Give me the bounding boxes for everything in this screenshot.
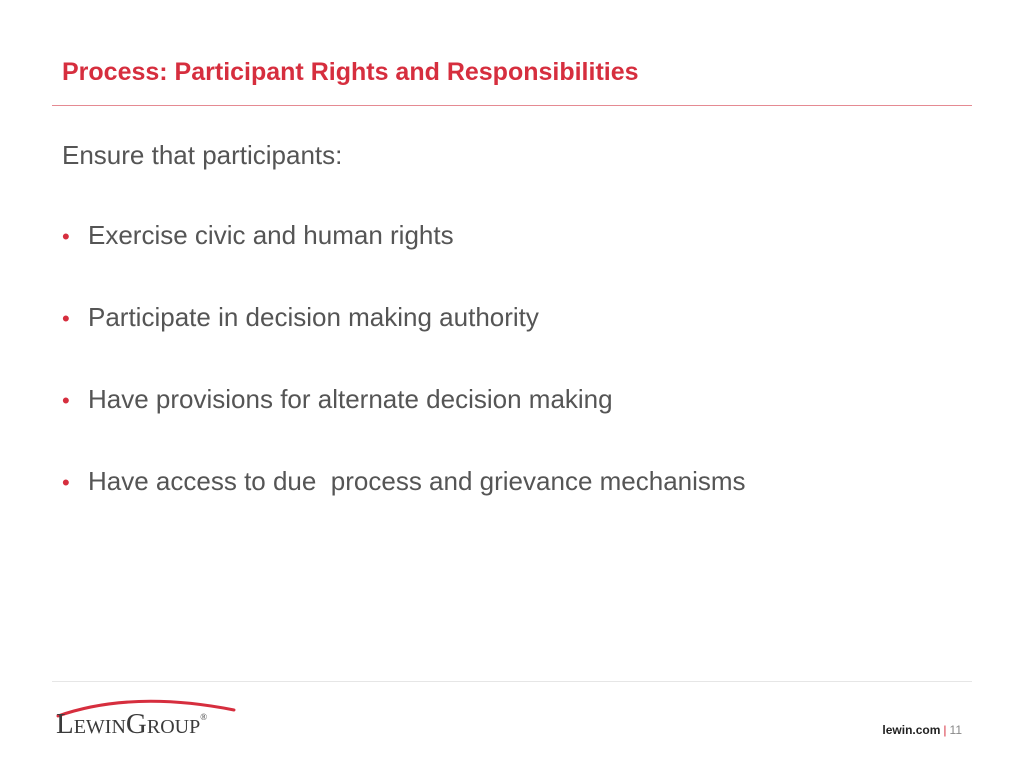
bullet-icon: • (62, 306, 70, 331)
registered-mark: ® (200, 712, 208, 722)
list-item (62, 466, 746, 548)
bullet-icon: • (62, 470, 70, 495)
bullet-text: Have access to due process and grievance mechanisms (88, 466, 746, 496)
bullet-list (62, 220, 746, 548)
intro-text: Ensure that participants: (62, 140, 343, 170)
footer-separator: | (943, 723, 947, 737)
logo-wordmark (56, 708, 207, 741)
page-number: 11 (949, 723, 962, 737)
bullet-text: Participate in decision making authority (88, 302, 539, 332)
list-item (62, 302, 746, 384)
footer-divider (52, 681, 972, 682)
bullet-text: Exercise civic and human rights (88, 220, 454, 250)
bullet-icon: • (62, 388, 70, 413)
logo-text: LewinGroup (56, 708, 201, 740)
title-divider (52, 105, 972, 106)
slide-title: Process: Participant Rights and Responsibilities (62, 58, 639, 86)
list-item (62, 220, 746, 302)
list-item (62, 384, 746, 466)
bullet-text: Have provisions for alternate decision making (88, 384, 613, 414)
bullet-icon: • (62, 224, 70, 249)
lewin-group-logo (52, 696, 252, 746)
footer-info (882, 723, 962, 737)
footer-website: lewin.com (882, 723, 941, 737)
